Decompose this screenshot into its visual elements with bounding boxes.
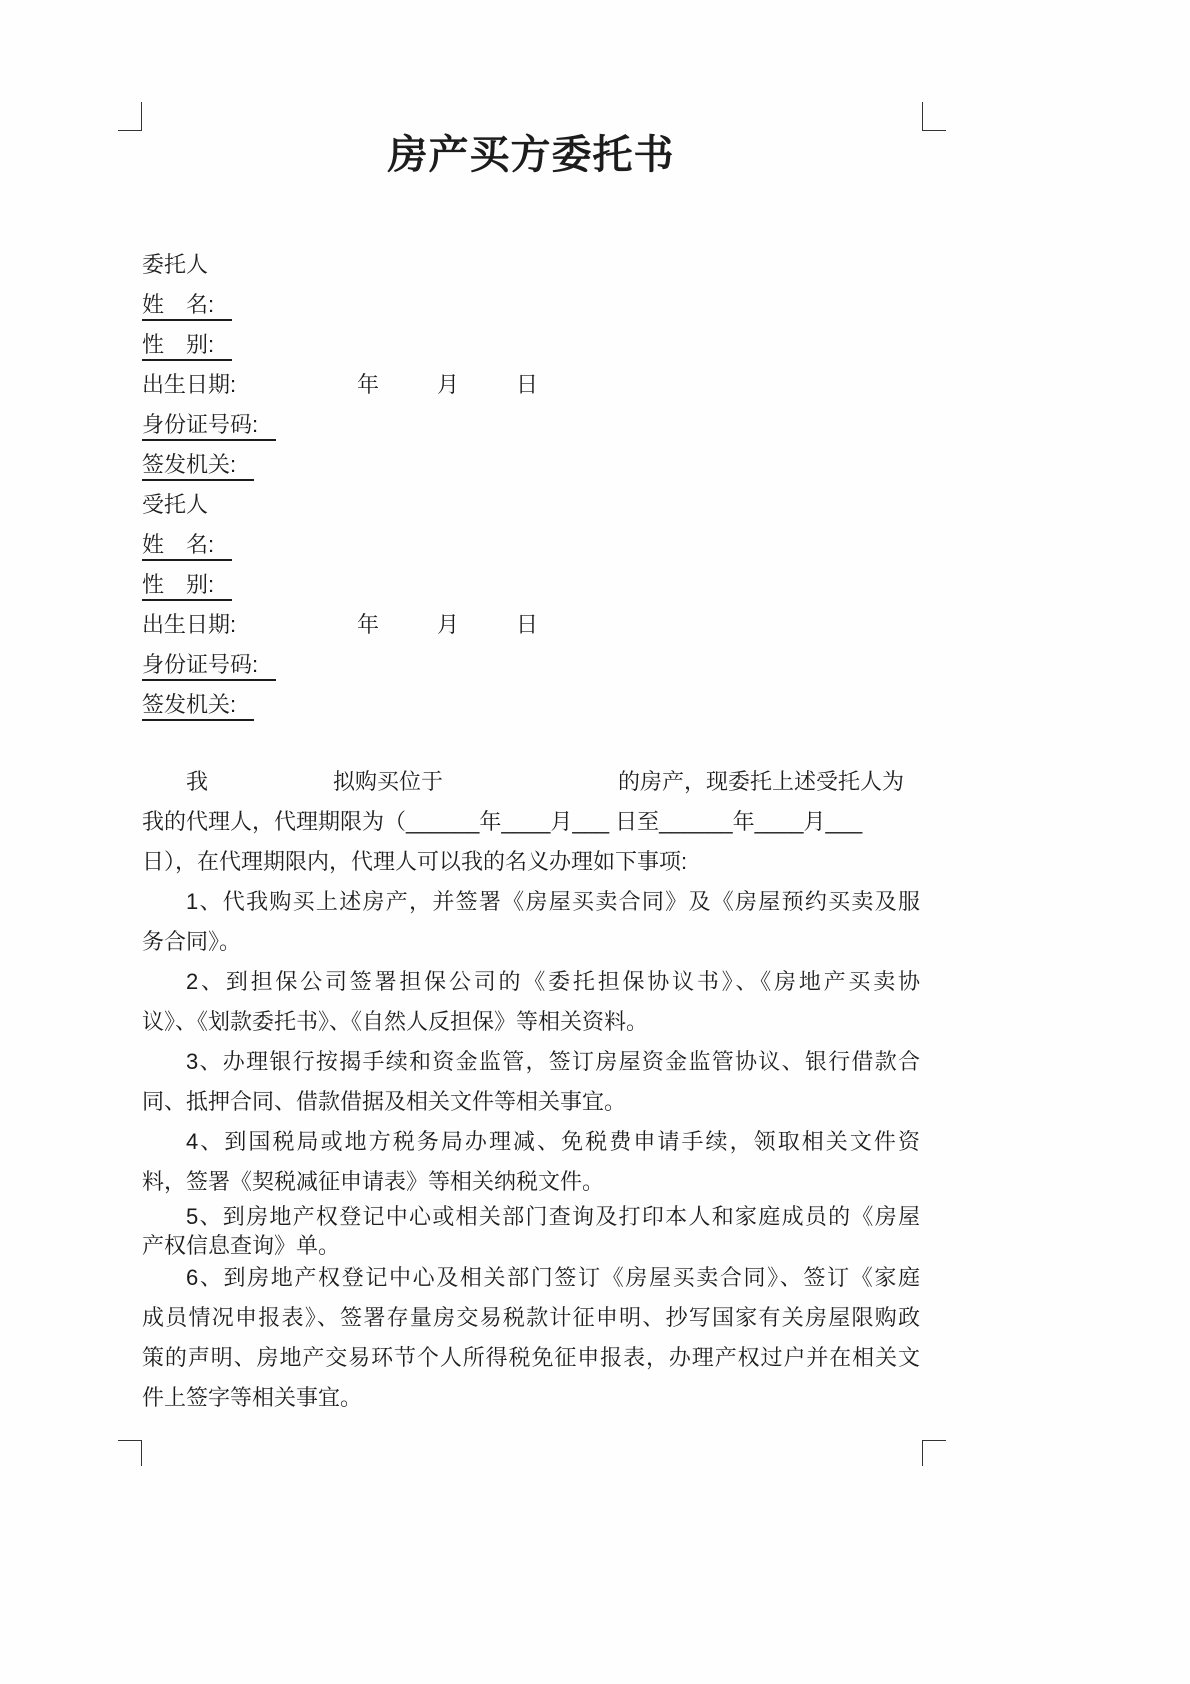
agent-birth-day: 日 bbox=[516, 612, 539, 637]
principal-issuer-row bbox=[142, 445, 920, 485]
authorized-items bbox=[142, 882, 920, 1418]
item-line: 料，签署《契税减征申请表》等相关纳税文件。 bbox=[142, 1169, 605, 1194]
item-2 bbox=[142, 962, 920, 1042]
item-line: 1、代我购买上述房产，并签署《房屋买卖合同》及《房屋预约买卖及服 bbox=[186, 889, 920, 914]
agent-id-row bbox=[142, 645, 920, 685]
authorization-line-2: 我的代理人，代理期限为（______年____月___ 日至______年____月___ bbox=[142, 809, 863, 834]
item-1 bbox=[142, 882, 920, 962]
item-line: 件上签字等相关事宜。 bbox=[142, 1385, 363, 1410]
principal-section bbox=[142, 245, 920, 485]
agent-birth-label: 出生日期: bbox=[142, 612, 237, 637]
principal-birth-month: 月 bbox=[437, 372, 460, 397]
authorization-line-1 bbox=[142, 762, 920, 802]
agent-birth-month: 月 bbox=[437, 612, 460, 637]
item-line: 成员情况申报表》、签署存量房交易税款计征申明、抄写国家有关房屋限购政 bbox=[142, 1305, 920, 1330]
principal-gender-row bbox=[142, 325, 920, 365]
agent-name-row bbox=[142, 525, 920, 565]
crop-mark-bottom-left bbox=[118, 1440, 142, 1466]
authorization-paragraph bbox=[142, 762, 920, 882]
principal-heading: 委托人 bbox=[142, 252, 209, 277]
document-body bbox=[142, 245, 920, 1418]
agent-birth-row bbox=[142, 605, 920, 645]
authorization-line-3: 日），在代理期限内，代理人可以我的名义办理如下事项: bbox=[142, 849, 688, 874]
agent-heading: 受托人 bbox=[142, 492, 209, 517]
item-line: 议》、《划款委托书》、《自然人反担保》等相关资料。 bbox=[142, 1009, 649, 1034]
agent-section bbox=[142, 485, 920, 725]
agent-gender-row bbox=[142, 565, 920, 605]
agent-gender-label: 性 别: bbox=[142, 571, 232, 601]
principal-birth-label: 出生日期: bbox=[142, 372, 237, 397]
agent-issuer-row bbox=[142, 685, 920, 725]
agent-id-label: 身份证号码: bbox=[142, 651, 276, 681]
crop-mark-top-left bbox=[118, 102, 142, 131]
item-5 bbox=[142, 1202, 920, 1260]
agent-name-label: 姓 名: bbox=[142, 531, 232, 561]
principal-birth-year: 年 bbox=[357, 372, 380, 397]
principal-name-label: 姓 名: bbox=[142, 291, 232, 321]
item-line: 务合同》。 bbox=[142, 929, 242, 954]
item-line: 同、抵押合同、借款借据及相关文件等相关事宜。 bbox=[142, 1089, 627, 1114]
principal-id-row bbox=[142, 405, 920, 445]
item-line: 产权信息查询》单。 bbox=[142, 1233, 341, 1258]
principal-issuer-label: 签发机关: bbox=[142, 451, 254, 481]
item-line: 6、到房地产权登记中心及相关部门签订《房屋买卖合同》、签订《家庭 bbox=[186, 1265, 920, 1290]
item-3 bbox=[142, 1042, 920, 1122]
authorization-subject: 我 bbox=[186, 769, 209, 794]
item-6 bbox=[142, 1258, 920, 1418]
agent-issuer-label: 签发机关: bbox=[142, 691, 254, 721]
principal-id-label: 身份证号码: bbox=[142, 411, 276, 441]
crop-mark-top-right bbox=[922, 102, 946, 131]
crop-mark-bottom-right bbox=[922, 1440, 946, 1466]
item-line: 3、办理银行按揭手续和资金监管，签订房屋资金监管协议、银行借款合 bbox=[186, 1049, 920, 1074]
item-line: 5、到房地产权登记中心或相关部门查询及打印本人和家庭成员的《房屋 bbox=[186, 1204, 920, 1229]
item-4 bbox=[142, 1122, 920, 1202]
principal-birth-day: 日 bbox=[516, 372, 539, 397]
authorization-rest: 的房产，现委托上述受托人为 bbox=[618, 769, 905, 794]
agent-birth-year: 年 bbox=[357, 612, 380, 637]
item-line: 2、到担保公司签署担保公司的《委托担保协议书》、《房地产买卖协 bbox=[186, 969, 920, 994]
item-line: 策的声明、房地产交易环节个人所得税免征申报表，办理产权过户并在相关文 bbox=[142, 1345, 920, 1370]
principal-name-row bbox=[142, 285, 920, 325]
principal-birth-row bbox=[142, 365, 920, 405]
principal-gender-label: 性 别: bbox=[142, 331, 232, 361]
authorization-verb: 拟购买位于 bbox=[333, 769, 444, 794]
document-title: 房产买方委托书 bbox=[387, 133, 675, 177]
item-line: 4、到国税局或地方税务局办理减、免税费申请手续，领取相关文件资 bbox=[186, 1129, 920, 1154]
